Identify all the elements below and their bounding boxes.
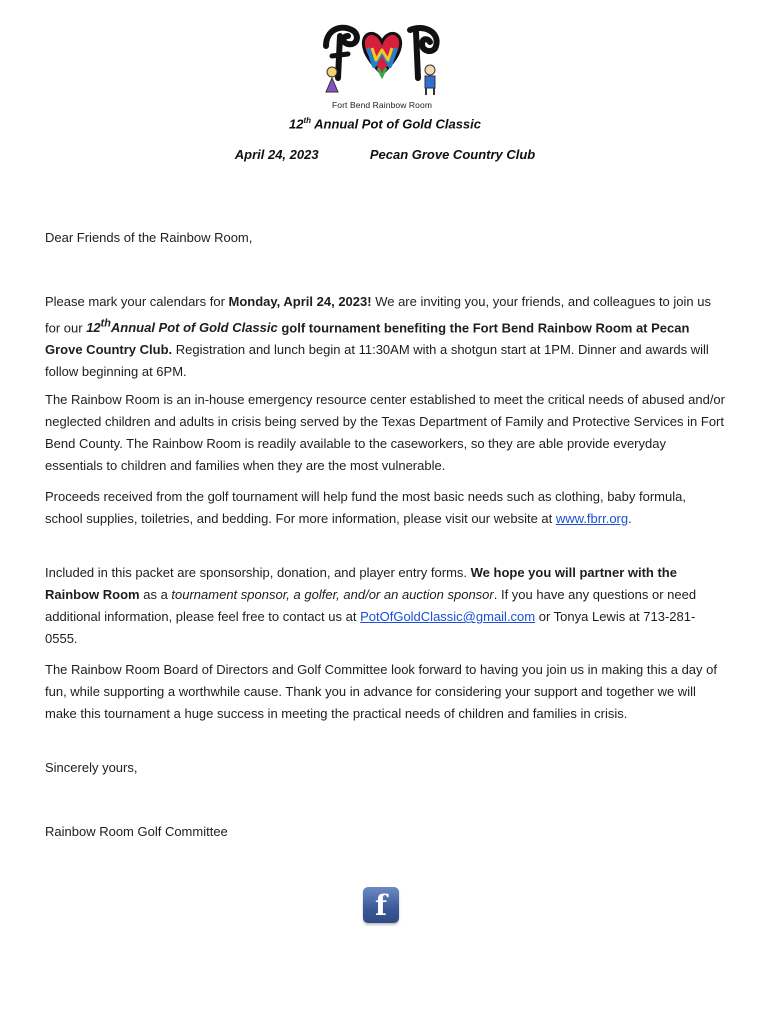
p4-partner: We hope you will partner with the Rainbow Room [45, 565, 677, 602]
event-title [0, 116, 770, 131]
email-link[interactable]: PotOfGoldClassic@gmail.com [360, 609, 536, 624]
p1-event-name: Annual Pot of Gold Classic [110, 320, 278, 336]
p1-text: Please mark your calendars for [45, 294, 229, 309]
p1-date: Monday, April 24, 2023! [228, 294, 372, 309]
p3-text: Proceeds received from the golf tournament will help fund the most basic needs such as clothing, baby formula, school supplies, toiletries, and bedding. For more information, please visit our website at [45, 489, 686, 526]
closing: Sincerely yours, [45, 760, 138, 775]
title-ordinal: th [303, 116, 312, 125]
title-text: Annual Pot of Gold Classic [311, 116, 481, 132]
event-venue: Pecan Grove Country Club [369, 147, 536, 162]
p1-event-ordinal: th [100, 318, 111, 330]
p1-benefit: golf tournament benefiting the Fort Bend Rainbow Room at Pecan Grove Country Club. [45, 320, 690, 358]
logo-graphic [318, 18, 446, 98]
paragraph-closing-remarks: The Rainbow Room Board of Directors and Golf Committee look forward to having you join us in making this a day of fun, while supporting a worthwhile cause. Thank you in advance for considering your support and together we will make this tournament a huge success in meeting the practical needs of children and families in crisis. [45, 662, 717, 721]
logo-caption: Fort Bend Rainbow Room [332, 100, 432, 110]
p4-text-2: as a [139, 587, 172, 602]
paragraph-invitation [45, 291, 725, 383]
p4-contact: or Tonya Lewis at 713-281-0555. [45, 609, 696, 646]
website-link[interactable]: www.fbrr.org [555, 511, 629, 526]
event-date-venue [0, 147, 770, 162]
p1-schedule: Registration and lunch begin at 11:30AM with a shotgun start at 1PM. Dinner and awards will follow beginning at 6PM. [45, 342, 709, 380]
title-number: 12 [288, 116, 304, 132]
p3-end: . [628, 511, 632, 526]
signature: Rainbow Room Golf Committee [45, 824, 228, 839]
facebook-letter: f [374, 889, 388, 922]
greeting: Dear Friends of the Rainbow Room, [45, 230, 253, 245]
p4-roles: tournament sponsor, a golfer, and/or an auction sponsor [171, 587, 494, 602]
p1-text-2: We are inviting you, your friends, and colleagues to join us for our [45, 294, 711, 336]
event-date: April 24, 2023 [234, 147, 319, 162]
p4-text-3: . If you have any questions or need additional information, please feel free to contact us at [45, 587, 697, 624]
paragraph-about: The Rainbow Room is an in-house emergency resource center established to meet the critical needs of abused and/or neglected children and adults in crisis being served by the Texas Department of Family and Protective Services in Fort Bend County. The Rainbow Room is readily available to the caseworkers, so they are able provide everyday essentials to children and families when they are the most vulnerable. [45, 392, 725, 473]
p4-text: Included in this packet are sponsorship, donation, and player entry forms. [45, 565, 471, 580]
p1-event-number: 12 [86, 320, 101, 336]
paragraph-partner [45, 562, 725, 650]
facebook-icon[interactable] [363, 887, 399, 923]
paragraph-proceeds [45, 486, 725, 530]
fort-bend-rainbow-room-logo [318, 18, 446, 110]
